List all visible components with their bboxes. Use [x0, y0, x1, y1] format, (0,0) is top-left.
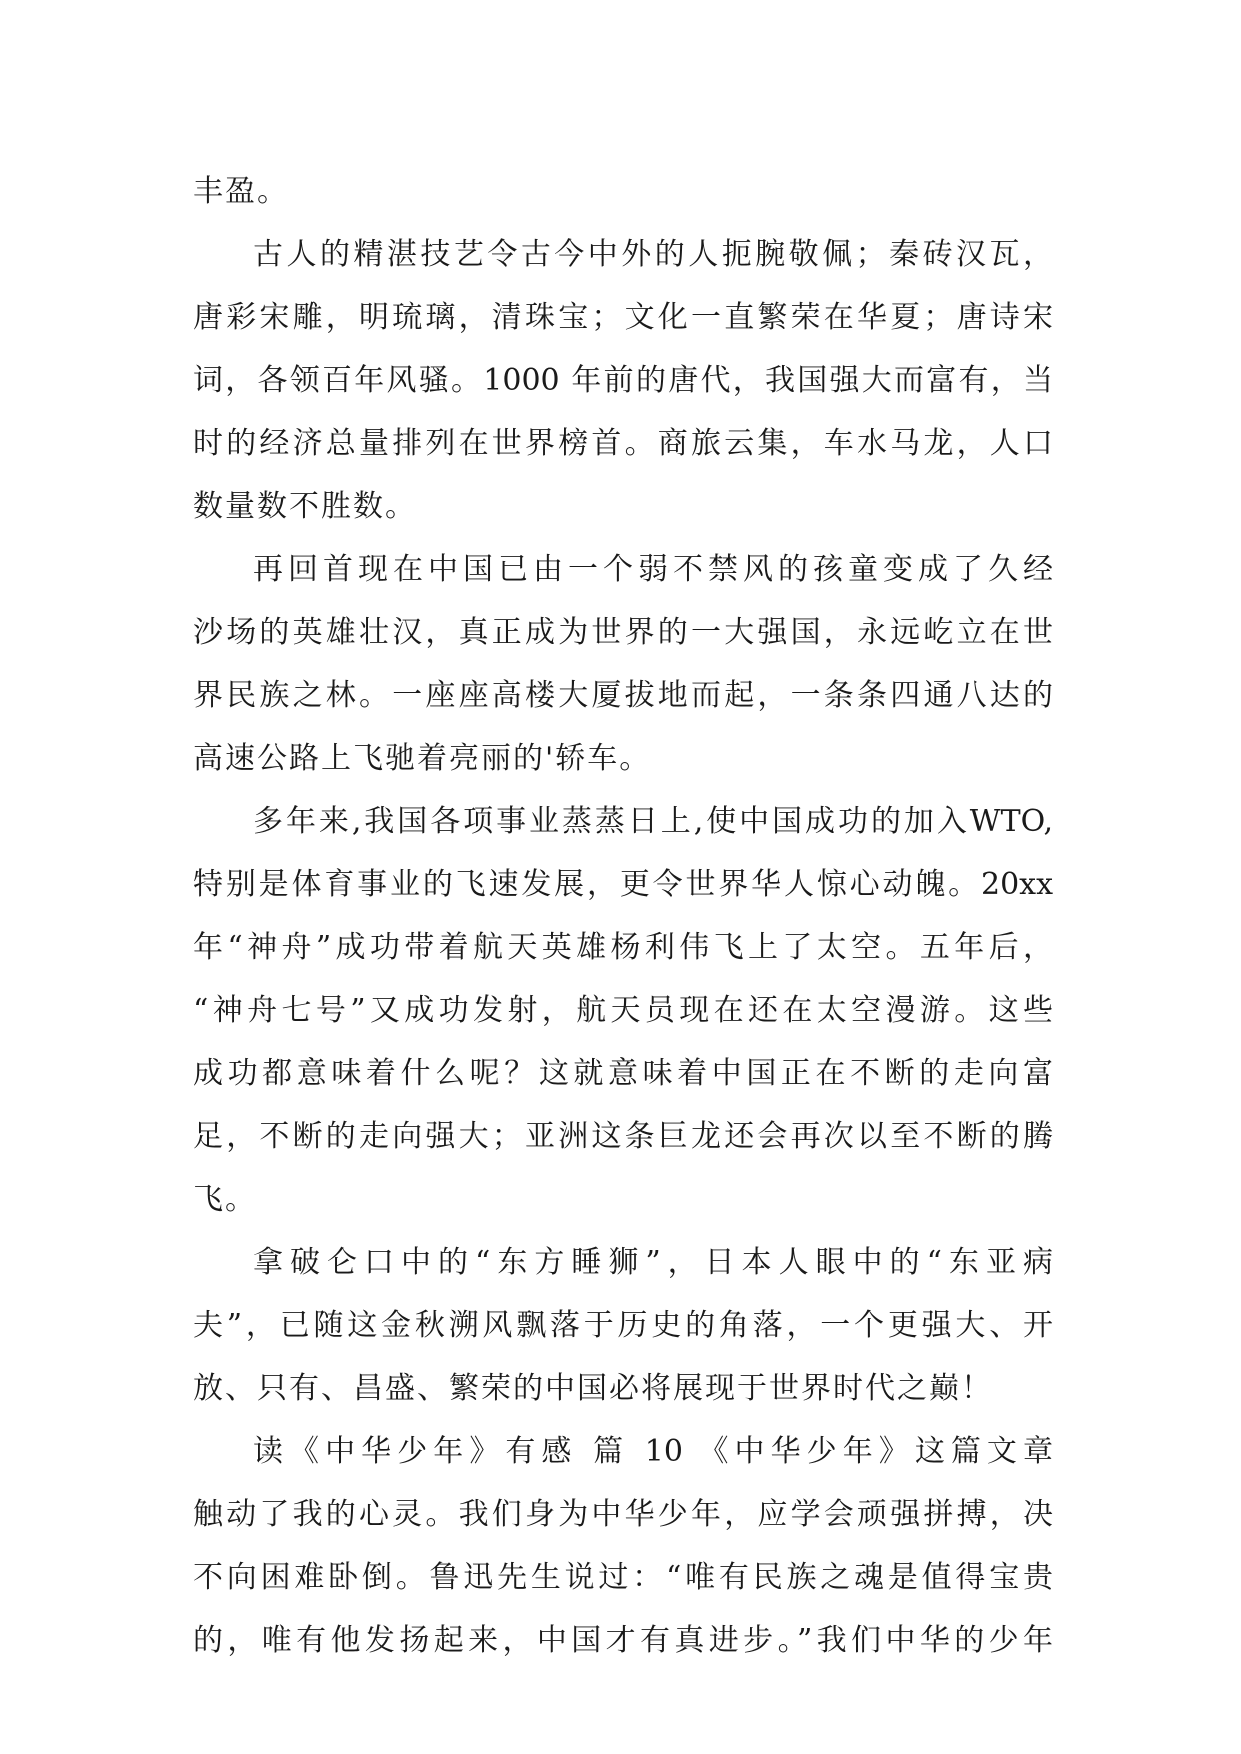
text-line: 放、只有、昌盛、繁荣的中国必将展现于世界时代之巅！ — [193, 1371, 993, 1406]
text-line: 时的经济总量排列在世界榜首。商旅云集，车水马龙，人口 — [193, 426, 1053, 461]
text-line: 高速公路上飞驰着亮丽的'轿车。 — [193, 741, 652, 776]
text-line: 再回首现在中国已由一个弱不禁风的孩童变成了久经 — [253, 552, 1053, 587]
body-text — [193, 160, 1053, 1672]
text-line: 沙场的英雄壮汉，真正成为世界的一大强国，永远屹立在世 — [193, 615, 1053, 650]
text-line: 成功都意味着什么呢？这就意味着中国正在不断的走向富 — [193, 1056, 1053, 1091]
text-line: 飞。 — [193, 1182, 257, 1217]
text-line: 夫”，已随这金秋溯风飘落于历史的角落，一个更强大、开 — [193, 1308, 1053, 1343]
text-line: 的，唯有他发扬起来，中国才有真进步。”我们中华的少年 — [193, 1623, 1053, 1658]
text-line: 特别是体育事业的飞速发展，更令世界华人惊心动魄。20xx — [193, 867, 1053, 902]
text-line: 多年来,我国各项事业蒸蒸日上,使中国成功的加入WTO, — [253, 804, 1053, 839]
text-line: 年“神舟”成功带着航天英雄杨利伟飞上了太空。五年后， — [193, 930, 1053, 965]
text-line: 足，不断的走向强大；亚洲这条巨龙还会再次以至不断的腾 — [193, 1119, 1053, 1154]
text-line: 不向困难卧倒。鲁迅先生说过：“唯有民族之魂是值得宝贵 — [193, 1560, 1053, 1595]
text-line: 触动了我的心灵。我们身为中华少年，应学会顽强拼搏，决 — [193, 1497, 1053, 1532]
text-line: 古人的精湛技艺令古今中外的人扼腕敬佩；秦砖汉瓦， — [253, 237, 1053, 272]
text-line: “神舟七号”又成功发射，航天员现在还在太空漫游。这些 — [193, 993, 1053, 1028]
text-line: 界民族之林。一座座高楼大厦拔地而起，一条条四通八达的 — [193, 678, 1053, 713]
text-line: 数量数不胜数。 — [193, 489, 417, 524]
text-line: 唐彩宋雕，明琉璃，清珠宝；文化一直繁荣在华夏；唐诗宋 — [193, 300, 1053, 335]
text-line: 丰盈。 — [193, 174, 289, 209]
text-line: 读《中华少年》有感 篇 10 《中华少年》这篇文章 — [253, 1434, 1053, 1469]
text-line: 拿破仑口中的“东方睡狮”，日本人眼中的“东亚病 — [253, 1245, 1053, 1280]
text-line: 词，各领百年风骚。1000 年前的唐代，我国强大而富有，当 — [193, 363, 1053, 398]
